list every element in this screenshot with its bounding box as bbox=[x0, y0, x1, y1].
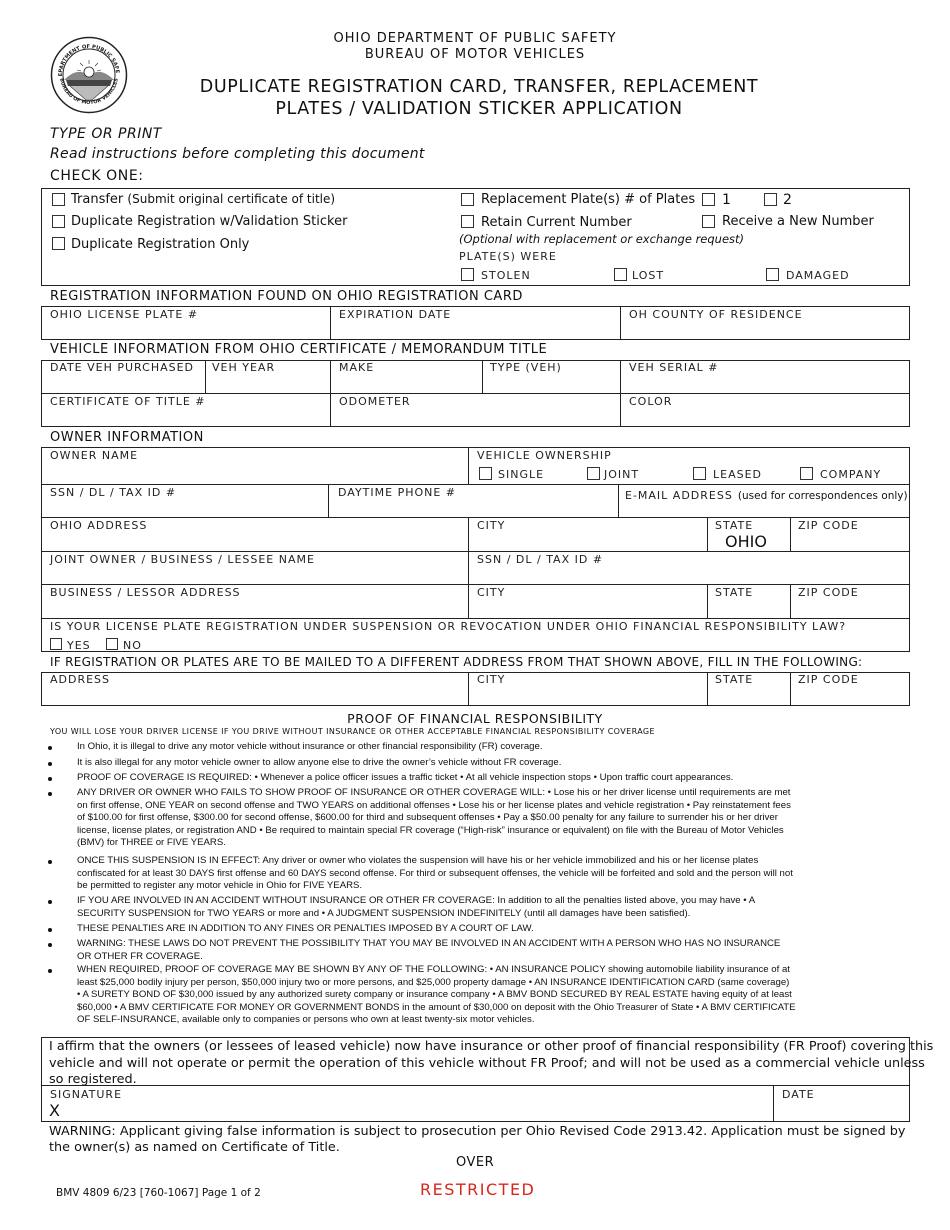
lost-checkbox[interactable] bbox=[614, 268, 627, 281]
dup-validation-label: Duplicate Registration w/Validation Sticker bbox=[71, 214, 348, 229]
damaged-checkbox[interactable] bbox=[766, 268, 779, 281]
owner-state-label: STATE bbox=[715, 519, 754, 532]
proof-bullet-5-line1: ONCE THIS SUSPENSION IS IN EFFECT: Any driver or owner who violates the suspension will have his or her vehicle immobilized and his or her license plates bbox=[77, 855, 759, 866]
veh-type-field[interactable]: TYPE (VEH) bbox=[490, 361, 562, 374]
dept-name: OHIO DEPARTMENT OF PUBLIC SAFETY bbox=[333, 31, 617, 46]
joint-label: JOINT bbox=[604, 468, 640, 481]
mailing-address-field[interactable]: ADDRESS bbox=[50, 673, 111, 686]
mailing-state-field[interactable]: STATE bbox=[715, 673, 754, 686]
daytime-phone-field[interactable]: DAYTIME PHONE # bbox=[338, 486, 457, 499]
retain-number-label: Retain Current Number bbox=[481, 215, 632, 230]
proof-bullet-6-line1: IF YOU ARE INVOLVED IN AN ACCIDENT WITHOUT INSURANCE OR OTHER FR COVERAGE: In addition to all the penalties listed above, you may have • A bbox=[77, 895, 756, 906]
affirmation-line1: I affirm that the owners (or lessees of leased vehicle) now have insurance or other proof of financial responsibility (FR Proof) covering this bbox=[49, 1039, 934, 1054]
form-title-line1: DUPLICATE REGISTRATION CARD, TRANSFER, REPLACEMENT bbox=[199, 77, 759, 97]
mailing-zip-field[interactable]: ZIP CODE bbox=[798, 673, 859, 686]
check-one-heading: CHECK ONE: bbox=[50, 168, 144, 184]
proof-bullet-4-line4: license, license plates, or registration AND • Be required to maintain special FR coverage (“High-risk” insurance or equivalent) on file with the Bureau of Motor Vehicles bbox=[77, 824, 784, 836]
plates-were-label: PLATE(S) WERE bbox=[459, 250, 557, 263]
affirmation-text bbox=[49, 1039, 933, 1089]
owner-ssn-field[interactable]: SSN / DL / TAX ID # bbox=[50, 486, 177, 499]
proof-bullet-9-line4: $60,000 • A BMV CERTIFICATE FOR MONEY OR GOVERNMENT BONDS in the amount of $30,000 on deposit with the Ohio Treasurer of State • A BMV CERTIFICATE bbox=[77, 1001, 796, 1013]
company-checkbox[interactable] bbox=[800, 467, 813, 480]
plates-1-label: 1 bbox=[722, 192, 731, 208]
warning-line2: the owner(s) as named on Certificate of Title. bbox=[49, 1140, 340, 1155]
transfer-label-text: Transfer bbox=[71, 192, 124, 207]
svg-text:BUREAU OF MOTOR VEHICLES: BUREAU OF MOTOR VEHICLES bbox=[58, 77, 120, 107]
make-field[interactable]: MAKE bbox=[339, 361, 375, 374]
veh-year-field[interactable]: VEH YEAR bbox=[212, 361, 276, 374]
leased-label: LEASED bbox=[713, 468, 763, 481]
proof-bullet-1: In Ohio, it is illegal to drive any motor vehicle without insurance or other financial responsibility (FR) coverage. bbox=[77, 741, 543, 752]
proof-bullet-8-line1: WARNING: THESE LAWS DO NOT PREVENT THE POSSIBILITY THAT YOU MAY BE INVOLVED IN AN ACCIDENT WITH A PERSON WHO HAS NO INSURANCE bbox=[77, 938, 781, 949]
stolen-checkbox[interactable] bbox=[461, 268, 474, 281]
false-info-warning bbox=[49, 1124, 905, 1156]
plates-1-checkbox[interactable] bbox=[702, 193, 715, 206]
proof-bullet-8 bbox=[77, 938, 780, 963]
damaged-label: DAMAGED bbox=[786, 269, 850, 282]
owner-heading: OWNER INFORMATION bbox=[50, 430, 204, 445]
dup-only-label: Duplicate Registration Only bbox=[71, 237, 250, 252]
signature-field[interactable]: X bbox=[49, 1101, 60, 1120]
proof-bullet-4-line2: on first offense, ONE YEAR on second offense and TWO YEARS on additional offenses • Lose his or her license plates and vehicle registration • Pay reinstatement fees bbox=[77, 799, 791, 811]
email-label: E-MAIL ADDRESS bbox=[625, 489, 733, 502]
joint-owner-name-field[interactable]: JOINT OWNER / BUSINESS / LESSEE NAME bbox=[50, 553, 315, 566]
suspension-question: IS YOUR LICENSE PLATE REGISTRATION UNDER SUSPENSION OR REVOCATION UNDER OHIO FINANCIAL RESPONSIBILITY LAW? bbox=[50, 620, 847, 633]
email-note: (used for correspondences only) bbox=[737, 490, 908, 502]
transfer-checkbox[interactable] bbox=[52, 193, 65, 206]
color-field[interactable]: COLOR bbox=[629, 395, 673, 408]
certificate-of-title-field[interactable]: CERTIFICATE OF TITLE # bbox=[50, 395, 206, 408]
read-instructions: Read instructions before completing this document bbox=[50, 146, 425, 162]
proof-subheading: YOU WILL LOSE YOUR DRIVER LICENSE IF YOU DRIVE WITHOUT INSURANCE OR OTHER ACCEPTABLE FINANCIAL RESPONSIBILITY COVERAGE bbox=[50, 727, 655, 736]
proof-bullet-9-line2: least $25,000 bodily injury per person, $50,000 injury two or more persons, and $25,000 property damage • AN INSURANCE IDENTIFICATION CARD (same coverage) bbox=[77, 976, 790, 988]
restricted-stamp: RESTRICTED bbox=[420, 1180, 536, 1199]
mailing-heading: IF REGISTRATION OR PLATES ARE TO BE MAILED TO A DIFFERENT ADDRESS FROM THAT SHOWN ABOVE, FILL IN THE FOLLOWING: bbox=[50, 655, 863, 669]
owner-name-field[interactable]: OWNER NAME bbox=[50, 449, 139, 462]
registration-heading: REGISTRATION INFORMATION FOUND ON OHIO REGISTRATION CARD bbox=[50, 289, 523, 304]
optional-note: (Optional with replacement or exchange request) bbox=[459, 232, 745, 246]
proof-bullet-9-line3: • A SURETY BOND OF $30,000 issued by any authorized surety company or insurance company • A BMV BOND SECURED BY REAL ESTATE having equity of at least bbox=[77, 989, 792, 1001]
stolen-label: STOLEN bbox=[481, 269, 531, 282]
expiration-date-field[interactable]: EXPIRATION DATE bbox=[339, 308, 452, 321]
warning-line1: WARNING: Applicant giving false information is subject to prosecution per Ohio Revised Code 2913.42. Application must be signed by bbox=[49, 1124, 906, 1139]
proof-bullet-4-line3: of $100.00 for first offense, $300.00 for second offense, $600.00 for third and subsequent offenses • Pay a $50.00 penalty for any failure to surrender his or her driver bbox=[77, 812, 778, 824]
transfer-label bbox=[71, 193, 335, 206]
receive-new-number-label: Receive a New Number bbox=[722, 214, 874, 229]
county-of-residence-field[interactable]: OH COUNTY OF RESIDENCE bbox=[629, 308, 803, 321]
company-label: COMPANY bbox=[820, 468, 882, 481]
odometer-field[interactable]: ODOMETER bbox=[339, 395, 411, 408]
proof-bullet-2: It is also illegal for any motor vehicle owner to allow anyone else to drive the owner’s vehicle without FR coverage. bbox=[77, 757, 562, 768]
suspension-yes-checkbox[interactable] bbox=[50, 638, 62, 650]
proof-bullet-4-line5: (BMV) for THREE or FIVE YEARS. bbox=[77, 837, 226, 849]
single-checkbox[interactable] bbox=[479, 467, 492, 480]
over-label: OVER bbox=[456, 1155, 495, 1170]
replacement-plates-label: Replacement Plate(s) # of Plates bbox=[481, 192, 696, 207]
vehicle-ownership-label: VEHICLE OWNERSHIP bbox=[477, 449, 612, 462]
signature-label: SIGNATURE bbox=[50, 1088, 123, 1101]
proof-bullet-5-line3: be permitted to register any motor vehicle in Ohio for FIVE YEARS. bbox=[77, 880, 363, 892]
affirmation-line2: vehicle and will not operate or permit the operation of this vehicle without FR Proof; and will not be used as a commercial vehicle unless bbox=[49, 1055, 925, 1071]
owner-zip-field[interactable]: ZIP CODE bbox=[798, 519, 859, 532]
proof-bullet-8-line2: OR OTHER FR COVERAGE. bbox=[77, 950, 203, 962]
receive-new-number-checkbox[interactable] bbox=[702, 215, 715, 228]
owner-state-value: OHIO bbox=[725, 532, 767, 551]
ohio-license-plate-field[interactable]: OHIO LICENSE PLATE # bbox=[50, 308, 199, 321]
business-address-field[interactable]: BUSINESS / LESSOR ADDRESS bbox=[50, 586, 241, 599]
mailing-box bbox=[41, 672, 910, 706]
email-field[interactable] bbox=[625, 486, 908, 502]
proof-bullet-5 bbox=[77, 855, 793, 893]
proof-bullet-3: PROOF OF COVERAGE IS REQUIRED: • Whenever a police officer issues a traffic ticket • At all vehicle inspection stops • Upon traffic court appearances. bbox=[77, 772, 734, 783]
retain-number-checkbox[interactable] bbox=[461, 215, 474, 228]
proof-bullet-4-line1: ANY DRIVER OR OWNER WHO FAILS TO SHOW PROOF OF INSURANCE OR OTHER COVERAGE WILL: • Lose his or her driver license until requirements are met bbox=[77, 787, 791, 798]
business-zip-field[interactable]: ZIP CODE bbox=[798, 586, 859, 599]
plates-2-label: 2 bbox=[783, 192, 792, 208]
date-purchased-field[interactable]: DATE VEH PURCHASED bbox=[50, 361, 195, 374]
proof-bullet-9 bbox=[77, 964, 796, 1027]
leased-checkbox[interactable] bbox=[693, 467, 706, 480]
proof-bullet-4 bbox=[77, 787, 791, 850]
type-or-print: TYPE OR PRINT bbox=[50, 126, 162, 142]
suspension-no-label: NO bbox=[123, 639, 142, 652]
svg-text:DEPARTMENT OF PUBLIC SAFETY: EPARTMENT OF PUBLIC SAFE bbox=[57, 43, 120, 77]
mailing-city-field[interactable]: CITY bbox=[477, 673, 506, 686]
proof-bullet-6-line2: SECURITY SUSPENSION for TWO YEARS or more and • A JUDGMENT SUSPENSION INDEFINITELY (until all damages have been satisfied). bbox=[77, 907, 691, 919]
date-field[interactable]: DATE bbox=[782, 1088, 815, 1101]
vehicle-heading: VEHICLE INFORMATION FROM OHIO CERTIFICATE / MEMORANDUM TITLE bbox=[50, 342, 548, 357]
proof-bullet-9-line5: OF SELF-INSURANCE, available only to companies or persons who own at least twenty-six motor vehicles. bbox=[77, 1014, 535, 1026]
business-state-field[interactable]: STATE bbox=[715, 586, 754, 599]
affirmation-line3: so registered. bbox=[49, 1072, 137, 1087]
form-title-line2: PLATES / VALIDATION STICKER APPLICATION bbox=[275, 99, 683, 119]
proof-heading: PROOF OF FINANCIAL RESPONSIBILITY bbox=[347, 711, 603, 726]
joint-ssn-field[interactable]: SSN / DL / TAX ID # bbox=[477, 553, 604, 566]
dup-only-checkbox[interactable] bbox=[52, 237, 65, 250]
suspension-no-checkbox[interactable] bbox=[106, 638, 118, 650]
single-label: SINGLE bbox=[498, 468, 545, 481]
form-id: BMV 4809 6/23 [760-1067] Page 1 of 2 bbox=[56, 1187, 261, 1199]
veh-serial-field[interactable]: VEH SERIAL # bbox=[629, 361, 719, 374]
dup-validation-checkbox[interactable] bbox=[52, 215, 65, 228]
plates-2-checkbox[interactable] bbox=[764, 193, 777, 206]
joint-checkbox[interactable] bbox=[587, 467, 600, 480]
ohio-address-field[interactable]: OHIO ADDRESS bbox=[50, 519, 148, 532]
lost-label: LOST bbox=[632, 269, 665, 282]
bureau-name: BUREAU OF MOTOR VEHICLES bbox=[364, 47, 586, 62]
owner-city-field[interactable]: CITY bbox=[477, 519, 506, 532]
transfer-note: (Submit original certificate of title) bbox=[127, 192, 336, 206]
proof-bullet-6 bbox=[77, 895, 755, 920]
proof-bullet-7: THESE PENALTIES ARE IN ADDITION TO ANY FINES OR PENALTIES IMPOSED BY A COURT OF LAW. bbox=[77, 923, 534, 934]
proof-bullet-5-line2: confiscated for at least 30 DAYS first offense and 60 DAYS second offense. For third or subsequent offenses, the vehicle will be forfeited and sold and the person will not bbox=[77, 867, 793, 879]
business-city-field[interactable]: CITY bbox=[477, 586, 506, 599]
suspension-yes-label: YES bbox=[67, 639, 91, 652]
proof-bullet-9-line1: WHEN REQUIRED, PROOF OF COVERAGE MAY BE SHOWN BY ANY OF THE FOLLOWING: • AN INSURANCE POLICY showing automobile liability insurance of at bbox=[77, 964, 790, 975]
replacement-plates-checkbox[interactable] bbox=[461, 193, 474, 206]
